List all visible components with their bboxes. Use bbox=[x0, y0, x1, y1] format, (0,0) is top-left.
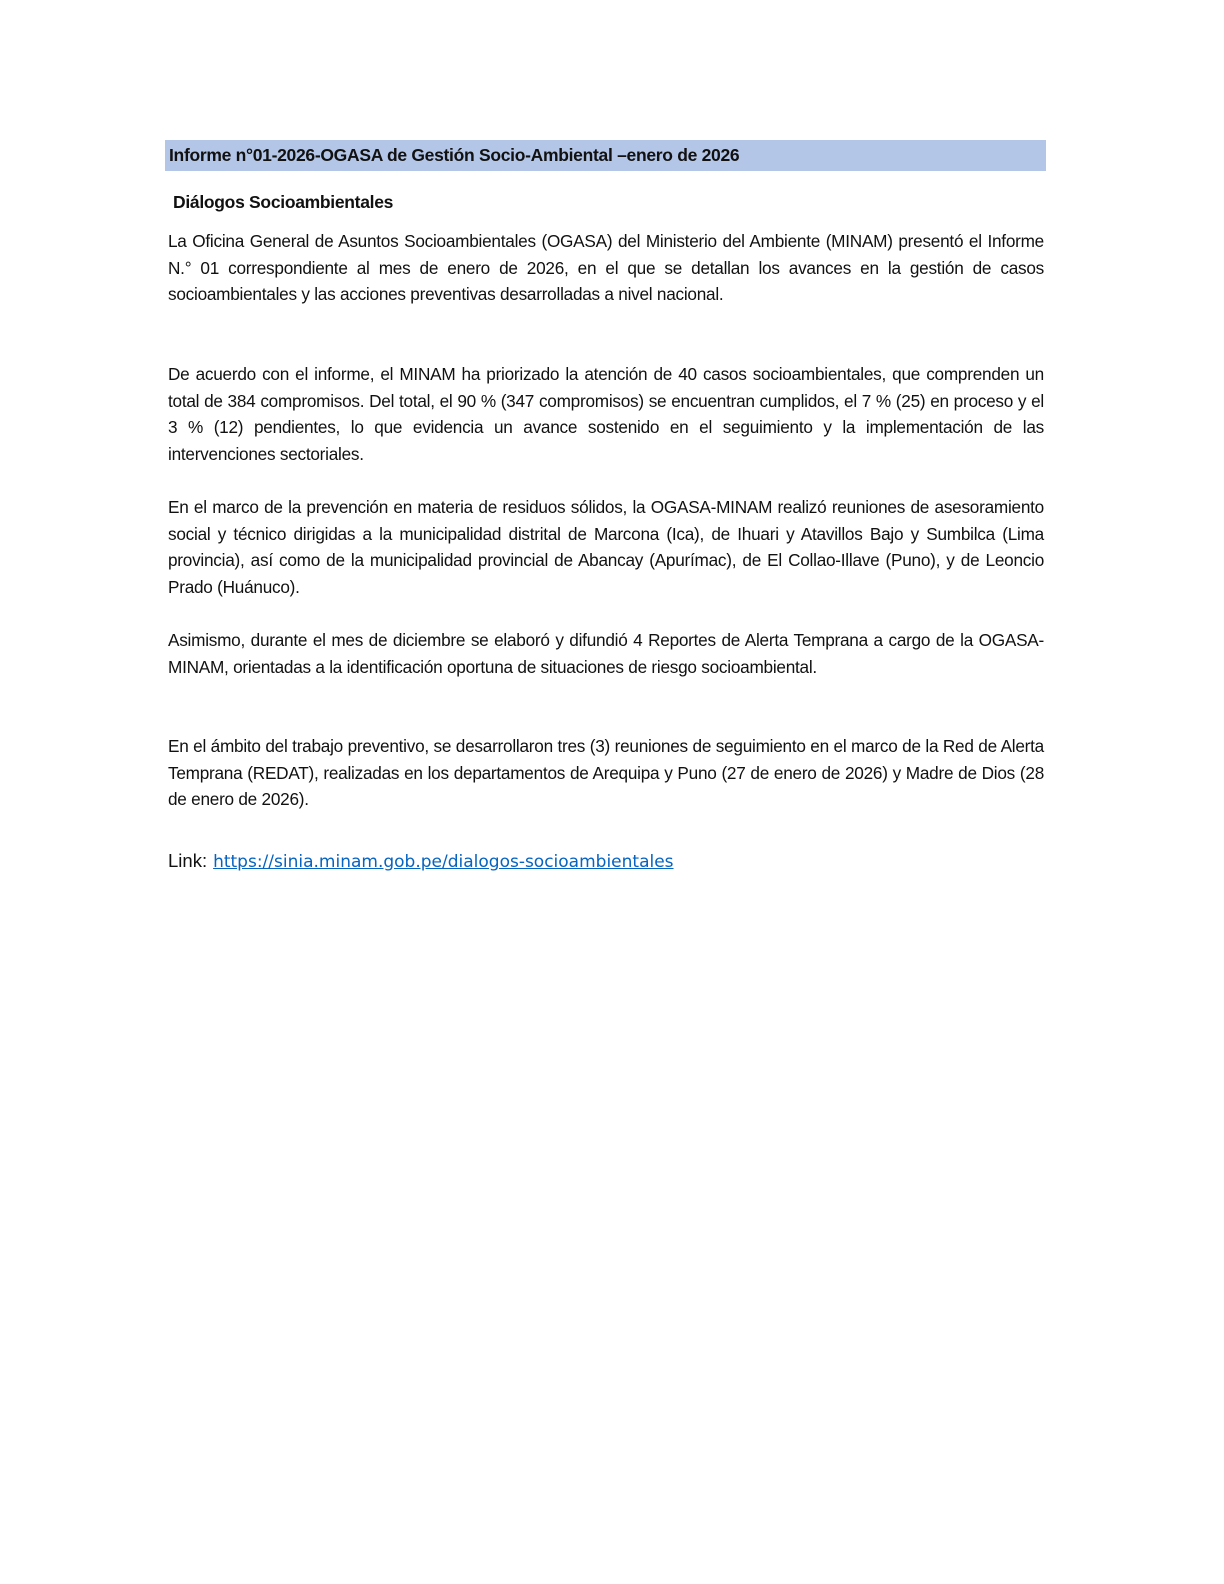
report-title: Informe n°01-2026-OGASA de Gestión Socio-Ambiental –enero de 2026 bbox=[169, 145, 740, 165]
link-line bbox=[168, 850, 674, 872]
paragraph-cases: De acuerdo con el informe, el MINAM ha priorizado la atención de 40 casos socioambientales, que comprenden un total de 384 compromisos. Del total, el 90 % (347 compromisos) se encuentran cumplidos, el 7 % (25) en proceso y el 3 % (12) pendientes, lo que evidencia un avance sostenido en el seguimiento y la implementación de las intervenciones sectoriales. bbox=[168, 364, 1044, 465]
paragraph-redat: En el ámbito del trabajo preventivo, se desarrollaron tres (3) reuniones de seguimiento en el marco de la Red de Alerta Temprana (REDAT), realizadas en los departamentos de Arequipa y Puno (27 de enero de 2026) y Madre de Dios (28 de enero de 2026). bbox=[168, 736, 1044, 810]
paragraph-intro: La Oficina General de Asuntos Socioambientales (OGASA) del Ministerio del Ambiente (MINAM) presentó el Informe N.° 01 correspondiente al mes de enero de 2026, en el que se detallan los avances en la gestión de casos socioambientales y las acciones preventivas desarrolladas a nivel nacional. bbox=[168, 231, 1044, 305]
report-title-bar bbox=[165, 140, 1046, 171]
paragraph-waste: En el marco de la prevención en materia de residuos sólidos, la OGASA-MINAM realizó reuniones de asesoramiento social y técnico dirigidas a la municipalidad distrital de Marcona (Ica), de Ihuari y Atavillos Bajo y Sumbilca (Lima provincia), así como de la municipalidad provincial de Abancay (Apurímac), de El Collao-Illave (Puno), y de Leoncio Prado (Huánuco). bbox=[168, 497, 1044, 598]
section-heading: Diálogos Socioambientales bbox=[173, 192, 394, 212]
paragraph-alerts: Asimismo, durante el mes de diciembre se elaboró y difundió 4 Reportes de Alerta Temprana a cargo de la OGASA-MINAM, orientadas a la identificación oportuna de situaciones de riesgo socioambiental. bbox=[168, 630, 1044, 677]
link-label: Link: bbox=[168, 850, 208, 871]
source-link[interactable]: https://sinia.minam.gob.pe/dialogos-socioambientales bbox=[213, 852, 674, 872]
